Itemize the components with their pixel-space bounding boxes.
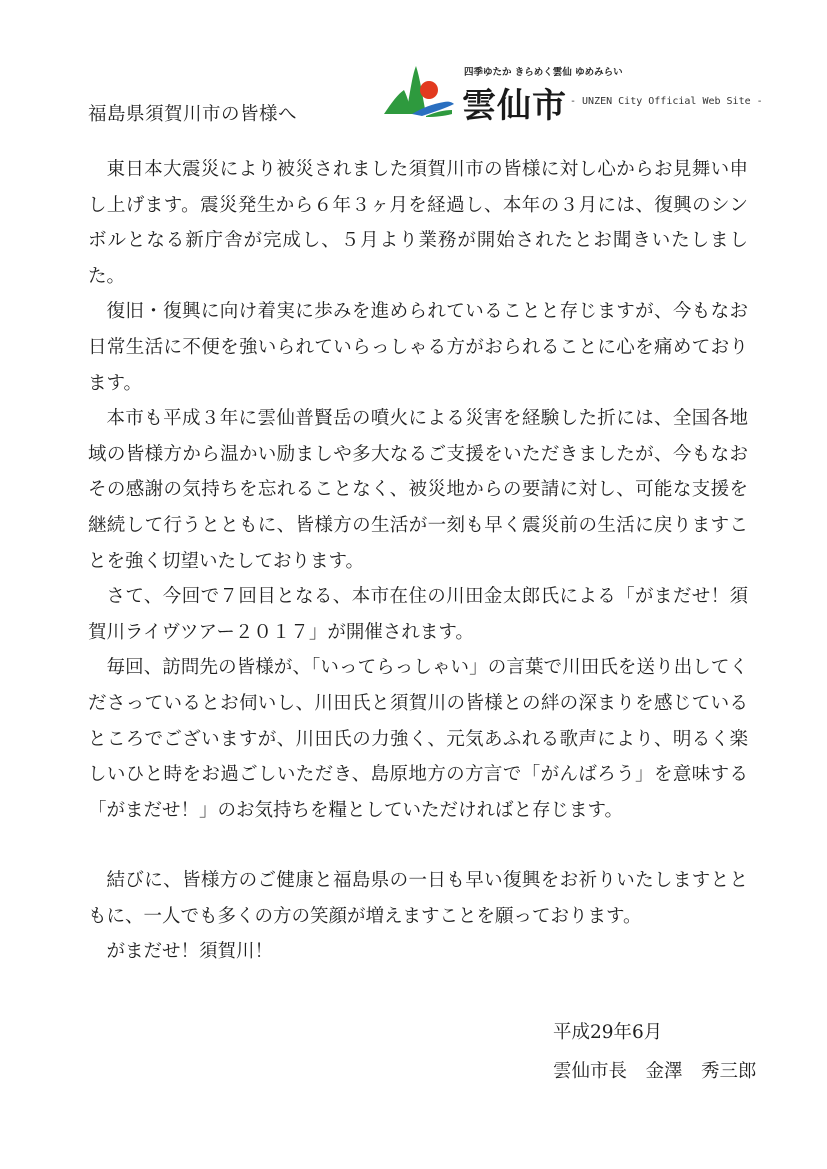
letter-paragraph: 本市も平成３年に雲仙普賢岳の噴火による災害を経験した折には、全国各地域の皆様方から温かい励ましや多大なるご支援をいただきましたが、今もなおその感謝の気持ちを忘れることなく、被災地からの要請に対し、可能な支援を継続して行うとともに、皆様方の生活が一刻も早く震災前の生活に戻りますことを強く切望いたしております。 [88, 408, 748, 572]
letter-paragraph: 毎回、訪問先の皆様が、「いってらっしゃい」の言葉で川田氏を送り出してくださっているとお伺いし、川田氏と須賀川の皆様との絆の深まりを感じているところでございますが、川田氏の力強く、元気あふれる歌声により、明るく楽しいひと時をお過ごしいただき、島原地方の方言で「がんばろう」を意味する「がまだせ！」のお気持ちを糧としていただければと存じます。 [88, 657, 748, 821]
logo-city-name: 雲仙市 [462, 86, 567, 126]
logo-slogan: 四季ゆたか きらめく雲仙 ゆめみらい [464, 67, 623, 78]
letter-signature: 雲仙市長 金澤 秀三郎 [553, 1061, 757, 1082]
cheer-line: がまだせ！須賀川！ [106, 941, 274, 963]
logo-subtitle: - UNZEN City Official Web Site - [570, 96, 763, 107]
letter-paragraph: 復旧・復興に向け着実に歩みを進められていることと存じますが、今もなお日常生活に不便を強いられていらっしゃる方がおられることに心を痛めております。 [88, 301, 748, 394]
letter-paragraph: さて、今回で７回目となる、本市在住の川田金太郎氏による「がまだせ！須賀川ライヴツアー２０１７」が開催されます。 [88, 586, 748, 643]
unzen-city-logo [382, 62, 802, 126]
salutation: 福島県須賀川市の皆様へ [88, 104, 298, 125]
letter-date: 平成29年6月 [553, 1022, 663, 1043]
letter-body [88, 152, 748, 970]
paragraph-spacer [88, 828, 748, 863]
letter-paragraph: 東日本大震災により被災されました須賀川市の皆様に対し心からお見舞い申し上げます。震災発生から６年３ヶ月を経過し、本年の３月には、復興のシンボルとなる新庁舎が完成し、５月より業務が開始されたとお聞きいたしました。 [88, 159, 748, 287]
closing-paragraph: 結びに、皆様方のご健康と福島県の一日も早い復興をお祈りいたしますとともに、一人でも多くの方の笑顔が増えますことを願っております。 [88, 870, 748, 927]
unzen-mountain-logo-icon [382, 64, 454, 118]
